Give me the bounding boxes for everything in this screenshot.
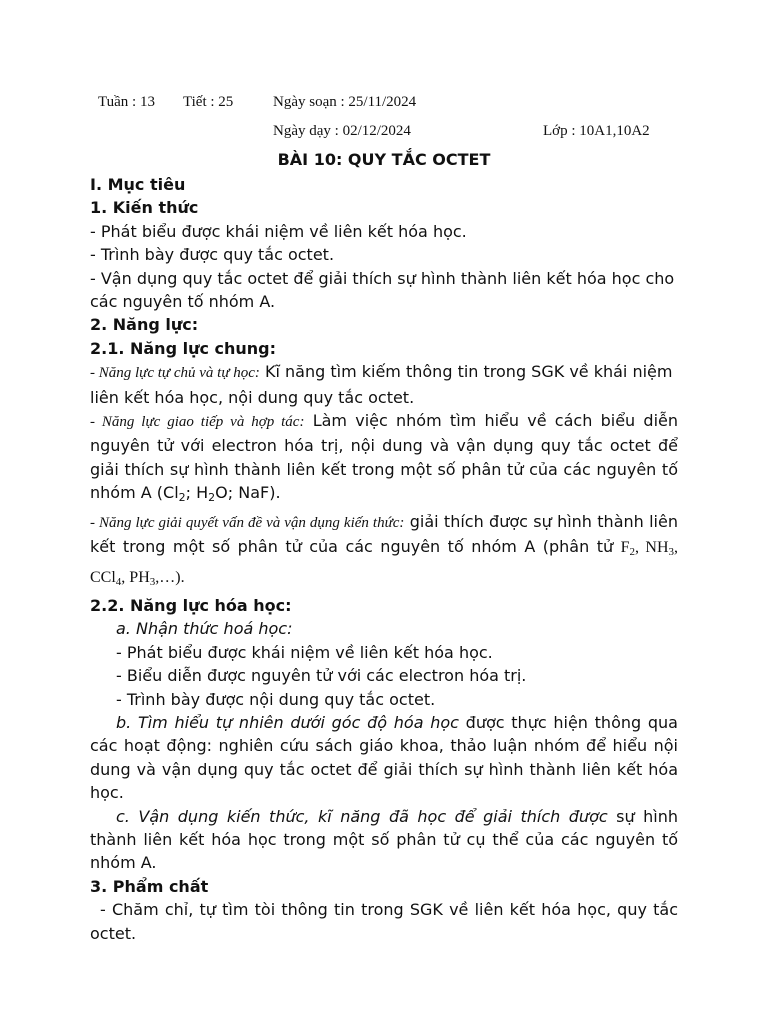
application-label: c. Vận dụng kiến thức, kĩ năng đã học để giải thích được	[116, 806, 608, 826]
lesson-title: BÀI 10: QUY TẮC OCTET	[277, 150, 491, 169]
formula-ccl4-sub: 4	[115, 575, 122, 588]
section-knowledge: 1. Kiến thức	[90, 198, 199, 218]
formula-f2-sub: 2	[629, 546, 635, 559]
section-competence: 2. Năng lực:	[90, 315, 199, 335]
competence-problem-solving-label: - Năng lực giải quyết vấn đề và vận dụng kiến thức:	[90, 514, 405, 531]
lesson-content	[90, 173, 678, 945]
knowledge-item-2: - Trình bày được quy tắc octet.	[90, 245, 335, 265]
qualities-item-1: - Chăm chỉ, tự tìm tòi thông tin trong SGK về liên kết hóa học, quy tắc octet.	[90, 900, 678, 943]
competence-self-study	[90, 360, 678, 409]
formula-ph3: , PH	[121, 568, 150, 586]
awareness-item-1: - Phát biểu được khái niệm về liên kết hóa học.	[116, 642, 493, 662]
section-general-competence: 2.1. Năng lực chung:	[90, 338, 277, 358]
knowledge-item-1: - Phát biểu được khái niệm về liên kết hóa học.	[90, 221, 467, 241]
section-chemistry-competence: 2.2. Năng lực hóa học:	[90, 595, 292, 615]
period-label: Tiết : 25	[183, 94, 234, 110]
competence-communication-text: Làm việc nhóm tìm hiểu về cách biểu diễn nguyên tử với electron hóa trị, nội dung và vận dụng quy tắc octet để giải thích sự hình thành liên kết trong một số phân tử của các nguyên tố nhóm A (	[90, 411, 678, 503]
formula-f2: F	[620, 539, 630, 557]
section-qualities: 3. Phẩm chất	[90, 876, 209, 896]
formula-sep: ; H	[185, 483, 209, 503]
exploration-label: b. Tìm hiểu tự nhiên dưới góc độ hóa học	[116, 712, 459, 732]
prepare-date: Ngày soạn : 25/11/2024	[273, 94, 417, 110]
competence-self-study-label: - Năng lực tự chủ và tự học:	[90, 365, 260, 382]
section-objectives: I. Mục tiêu	[90, 175, 186, 194]
formula-cl2: Cl	[163, 483, 179, 503]
application-paragraph	[90, 805, 678, 875]
exploration-text: được thực hiện thông qua các hoạt động: nghiên cứu sách giáo khoa, thảo luận nhóm để hiểu nội dung và vận dụng quy tắc octet để giải thích sự hình thành liên kết hóa học.	[90, 712, 678, 803]
formula-nh3-sub: 3	[668, 546, 674, 559]
formula-h2o-sub: 2	[208, 491, 216, 505]
awareness-label: a. Nhận thức hoá học:	[116, 619, 293, 639]
awareness-item-2: - Biểu diễn được nguyên tử với các electron hóa trị.	[116, 666, 527, 686]
formula-ccl4: , CCl	[90, 539, 678, 586]
application-text: sự hình thành liên kết hóa học trong một số phân tử cụ thể của các nguyên tố nhóm A.	[90, 806, 679, 873]
teaching-date: Ngày dạy : 02/12/2024	[273, 123, 411, 139]
formula-ph3-sub: 3	[149, 575, 156, 588]
formula-nh3: , NH	[635, 539, 669, 557]
formula-cl2-sub: 2	[178, 491, 186, 505]
knowledge-item-3: - Vận dụng quy tắc octet để giải thích sự hình thành liên kết hóa học cho các nguyên tố nhóm A.	[90, 268, 675, 312]
awareness-item-3: - Trình bày được nội dung quy tắc octet.	[116, 689, 436, 709]
formula-h2o-rest: O; NaF).	[215, 483, 281, 503]
competence-problem-solving	[90, 510, 678, 594]
competence-communication-label: - Năng lực giao tiếp và hợp tác:	[90, 414, 305, 431]
competence-communication	[90, 409, 678, 510]
week-label: Tuần : 13	[98, 94, 155, 110]
competence-problem-solving-text: giải thích được sự hình thành liên kết trong một số phân tử của các nguyên tố nhóm A (phân tử	[90, 511, 678, 557]
formula-end: ,…).	[155, 568, 185, 586]
competence-self-study-text: Kĩ năng tìm kiếm thông tin trong SGK về khái niệm liên kết hóa học, nội dung quy tắc octet.	[90, 362, 673, 407]
exploration-paragraph	[90, 711, 678, 805]
class-label: Lớp : 10A1,10A2	[543, 123, 650, 139]
